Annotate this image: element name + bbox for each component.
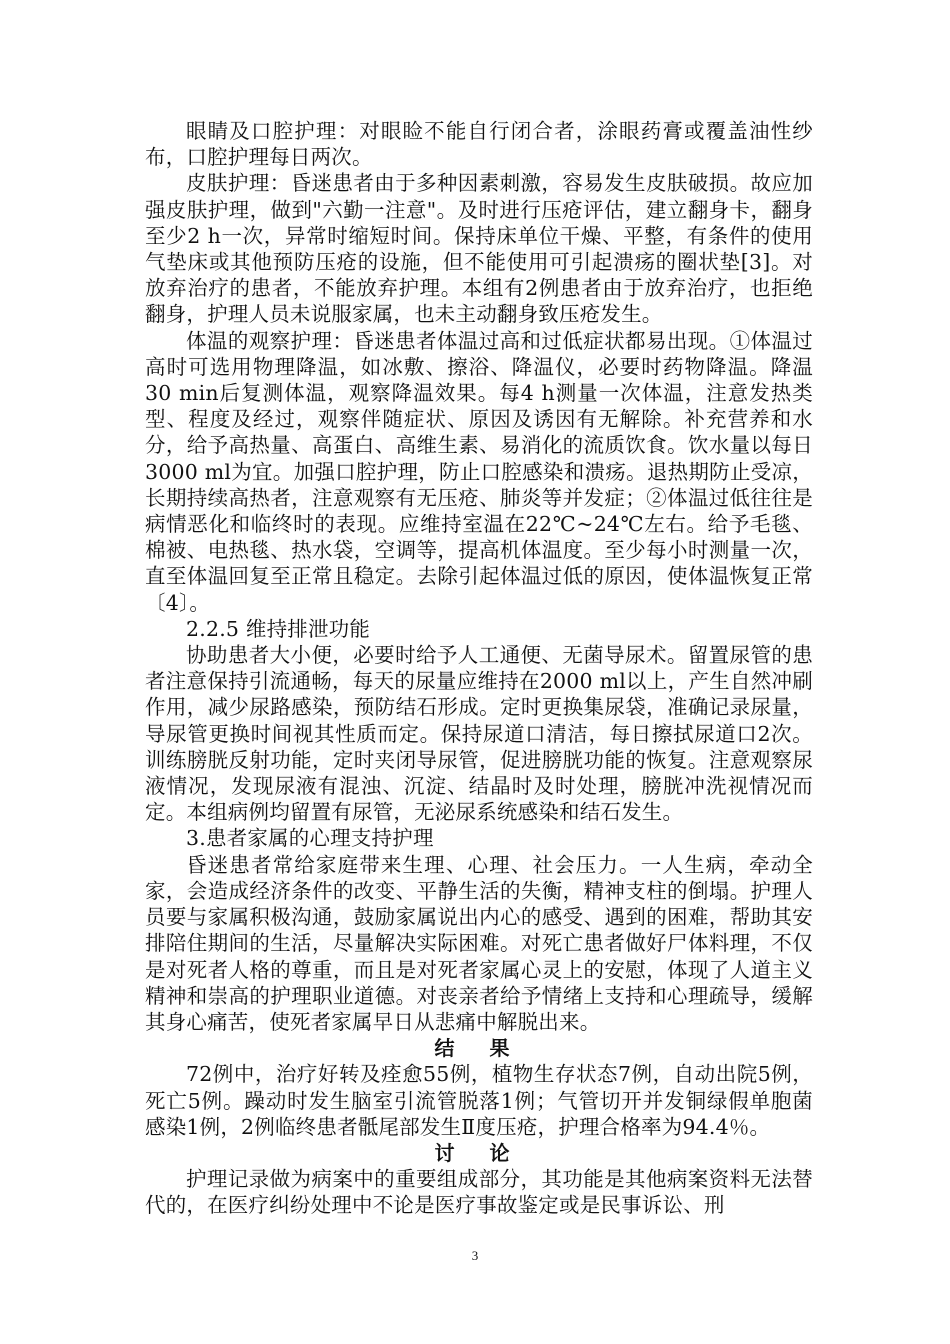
page-body xyxy=(145,118,813,1219)
section-title-results: 结 果 xyxy=(434,1036,524,1061)
section-title-discussion: 讨 论 xyxy=(434,1140,524,1165)
paragraph-family-support: 昏迷患者常给家庭带来生理、心理、社会压力。一人生病，牵动全家，会造成经济条件的改变、平静生活的失衡，精神支柱的倒塌。护理人员要与家属积极沟通，鼓励家属说出内心的感受、遇到的困难，帮助其安排陪住期间的生活，尽量解决实际困难。对死亡患者做好尸体料理，不仅是对死者人格的尊重，而且是对死者家属心灵上的安慰，体现了人道主义精神和崇高的护理职业道德。对丧亲者给予情绪上支持和心理疏导，缓解其身心痛苦，使死者家属早日从悲痛中解脱出来。 xyxy=(145,852,813,1034)
paragraph-discussion: 护理记录做为病案中的重要组成部分，其功能是其他病案资料无法替代的，在医疗纠纷处理中不论是医疗事故鉴定或是民事诉讼、刑 xyxy=(145,1167,813,1218)
section-heading-family-support: 3.患者家属的心理支持护理 xyxy=(186,826,434,851)
page-number: 3 xyxy=(471,1248,479,1263)
paragraph-eye-oral-care: 眼睛及口腔护理：对眼睑不能自行闭合者，涂眼药膏或覆盖油性纱布，口腔护理每日两次。 xyxy=(145,119,813,170)
paragraph-skin-care: 皮肤护理：昏迷患者由于多种因素刺激，容易发生皮肤破损。故应加强皮肤护理，做到"六勤一注意"。及时进行压疮评估，建立翻身卡，翻身至少2 h一次，异常时缩短时间。保持床单位干燥、平整，有条件的使用气垫床或其他预防压疮的设施，但不能使用可引起溃疡的圈状垫[3]。对放弃治疗的患者，不能放弃护理。本组有2例患者由于放弃治疗，也拒绝翻身，护理人员未说服家属，也未主动翻身致压疮发生。 xyxy=(145,171,813,327)
paragraph-results: 72例中，治疗好转及痊愈55例，植物生存状态7例，自动出院5例，死亡5例。躁动时发生脑室引流管脱落1例；气管切开并发铜绿假单胞菌感染1例，2例临终患者骶尾部发生Ⅱ度压疮，护理合格率为94.4％。 xyxy=(145,1062,813,1139)
paragraph-excretion: 协助患者大小便，必要时给予人工通便、无菌导尿术。留置尿管的患者注意保持引流通畅，每天的尿量应维持在2000 ml以上，产生自然冲刷作用，减少尿路感染，预防结石形成。定时更换集尿袋，准确记录尿量，导尿管更换时间视其性质而定。保持尿道口清洁，每日擦拭尿道口2次。训练膀胱反射功能，定时夹闭导尿管，促进膀胱功能的恢复。注意观察尿液情况，发现尿液有混浊、沉淀、结晶时及时处理，膀胱冲洗视情况而定。本组病例均留置有尿管，无泌尿系统感染和结石发生。 xyxy=(145,643,813,825)
paragraph-temperature-care: 体温的观察护理：昏迷患者体温过高和过低症状都易出现。①体温过高时可选用物理降温，如冰敷、擦浴、降温仪，必要时药物降温。降温30 min后复测体温，观察降温效果。每4 h测量一次体温，注意发热类型、程度及经过，观察伴随症状、原因及诱因有无解除。补充营养和水分，给予高热量、高蛋白、高维生素、易消化的流质饮食。饮水量以每日3000 ml为宜。加强口腔护理，防止口腔感染和溃疡。退热期防止受凉，长期持续高热者，注意观察有无压疮、肺炎等并发症；②体温过低往往是病情恶化和临终时的表现。应维持室温在22℃~24℃左右。给予毛毯、棉被、电热毯、热水袋，空调等，提高机体温度。至少每小时测量一次，直至体温回复至正常且稳定。去除引起体温过低的原因，使体温恢复正常〔4〕。 xyxy=(145,328,813,615)
section-heading-excretion: 2.2.5 维持排泄功能 xyxy=(186,616,371,641)
